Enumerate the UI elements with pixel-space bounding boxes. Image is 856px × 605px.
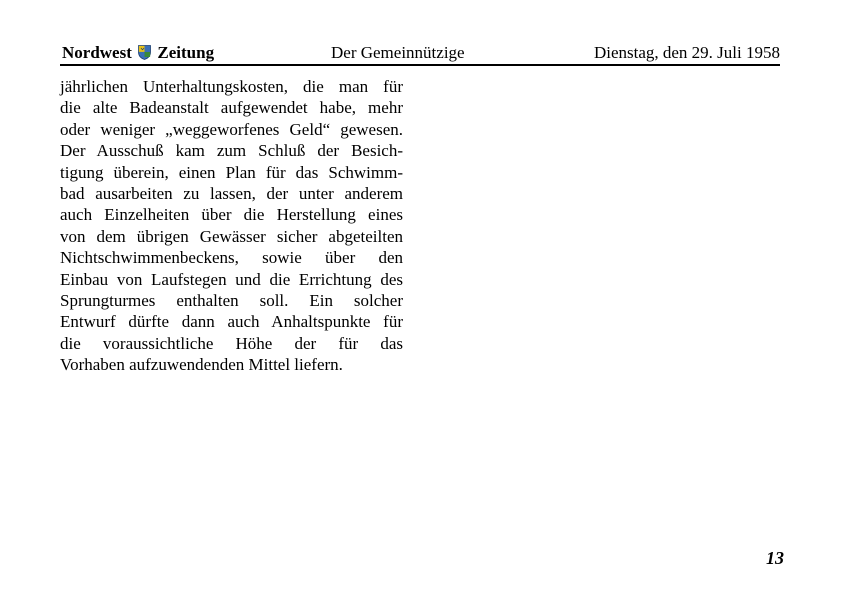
article-line: die voraussichtliche Höhe der für das: [60, 333, 403, 353]
issue-date: Dienstag, den 29. Juli 1958: [593, 43, 780, 62]
article-line: tigung überein, einen Plan für das Schwimm-: [60, 162, 403, 182]
article-line: Vorhaben aufzuwendenden Mittel liefern.: [60, 355, 343, 375]
article-line: Nichtschwimmenbeckens, sowie über den: [60, 248, 403, 268]
section-title: Der Gemeinnützige: [331, 43, 465, 62]
article-line: Entwurf dürfte dann auch Anhaltspunkte für: [60, 312, 403, 332]
page-header: [60, 42, 780, 66]
page-number: 13: [766, 548, 784, 568]
article-line: die alte Badeanstalt aufgewendet habe, mehr: [60, 98, 403, 118]
masthead-right-text: Zeitung: [157, 43, 215, 62]
article-line: oder weniger „weggeworfenes Geld“ gewesen.: [60, 119, 403, 139]
article-line: Der Ausschuß kam zum Schluß der Besich-: [60, 141, 403, 161]
article-text: [60, 76, 403, 375]
article-line: Sprungturmes enthalten soll. Ein solcher: [60, 290, 403, 310]
article-line: Einbau von Laufstegen und die Errichtung des: [60, 269, 403, 289]
article-line: jährlichen Unterhaltungskosten, die man für: [60, 77, 403, 96]
article-line: bad ausarbeiten zu lassen, der unter anderem: [60, 183, 403, 203]
masthead-left-text: Nordwest: [62, 43, 132, 62]
article-line: auch Einzelheiten über die Herstellung eines: [60, 205, 403, 225]
coat-of-arms-icon: [138, 44, 151, 66]
newspaper-masthead: [62, 42, 214, 66]
article-line: von dem übrigen Gewässer sicher abgeteilten: [60, 226, 403, 246]
coat-of-arms-graphic: [138, 45, 151, 60]
